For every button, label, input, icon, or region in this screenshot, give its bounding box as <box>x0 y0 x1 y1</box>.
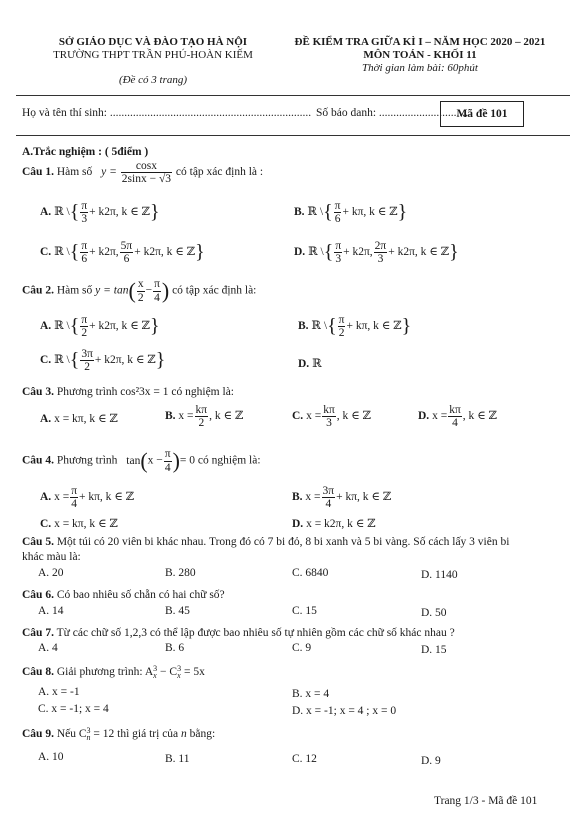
q6-text: Có bao nhiêu số chẵn có hai chữ số? <box>56 589 225 601</box>
candidate-id-field: Số báo danh: ............................... <box>316 107 469 119</box>
q1-text-a: Hàm số <box>56 166 93 179</box>
q9-text-b: thì giá trị của <box>117 727 179 740</box>
q3-d-letter: D. <box>418 410 430 423</box>
q1-c-den2: 6 <box>123 253 130 266</box>
subject: MÔN TOÁN - KHỐI 11 <box>363 49 477 61</box>
q5-option-a: A. 20 <box>38 567 64 579</box>
q1-a-letter: A. <box>40 206 52 219</box>
q8-a-sup: 3 <box>153 664 158 673</box>
q6-option-b: B. 45 <box>165 605 190 617</box>
q1-d-rest: + k2π, k ∈ ℤ <box>388 246 450 259</box>
q9-label: Câu 9. <box>22 727 54 740</box>
q1-c-letter: C. <box>40 246 52 259</box>
q9-var: n <box>181 727 187 740</box>
q4-den: 4 <box>164 461 171 474</box>
q2-d-set: ℝ <box>312 358 322 370</box>
q1-fraction <box>121 160 172 185</box>
q4-d-value: x = k2π, k ∈ ℤ <box>306 518 376 530</box>
q3-d-pre: x = <box>432 410 448 423</box>
q4-a-letter: A. <box>40 491 52 504</box>
q9-option-a: A. 10 <box>38 751 64 763</box>
q8-option-c: C. x = -1; x = 4 <box>38 703 109 715</box>
q1-num: cosx <box>121 160 172 173</box>
q1-option-c: C. ℝ \{ $\frac{\pi}{6}$ + k2π, $\frac{5\pi}{6}$ + k2π, k ∈ ℤ} <box>40 240 205 266</box>
q3-d-rest: , k ∈ ℤ <box>462 410 497 423</box>
q1-c-den1: 6 <box>81 253 88 266</box>
q3-c-den: 3 <box>326 417 332 430</box>
q1-a-den: 3 <box>81 213 88 226</box>
q8-text: Giải phương trình: <box>56 665 143 678</box>
q7-option-a: A. 4 <box>38 642 58 654</box>
q5-option-c: C. 6840 <box>292 567 329 579</box>
q2-text-a: Hàm số <box>56 284 93 297</box>
q1-b-rest: + kπ, k ∈ ℤ <box>342 206 398 219</box>
q1-c-num1: π <box>81 240 88 252</box>
q4-func: tan <box>126 454 141 467</box>
q3-d-num: kπ <box>449 404 461 416</box>
q1-a-rest: + k2π, k ∈ ℤ <box>89 206 150 219</box>
q1-option-d: D. ℝ \{ $\frac{\pi}{3}$ + k2π, $\frac{2\pi}{3}$ + k2π, k ∈ ℤ} <box>294 240 459 266</box>
q9-c-sup: 3 <box>86 726 91 735</box>
q1-b-letter: B. <box>294 206 305 219</box>
q8-c-symbol: C <box>169 665 178 678</box>
q4-option-c <box>40 516 118 530</box>
q3-option-b <box>165 404 243 429</box>
q3-b-rest: , k ∈ ℤ <box>209 410 244 423</box>
q9-c-symbol: C <box>78 727 87 740</box>
question-3 <box>22 386 234 398</box>
q1-d-num2: 2π <box>374 240 387 252</box>
question-9 <box>22 727 215 741</box>
q6-option-d: D. 50 <box>421 607 447 619</box>
top-divider <box>16 95 570 96</box>
q1-d-letter: D. <box>294 246 306 259</box>
q1-option-a: A. ℝ \{ $\frac{\pi}{3}$ + k2π, k ∈ ℤ} <box>40 200 160 226</box>
q2-c-den: 2 <box>84 361 90 374</box>
q3-c-pre: x = <box>306 410 322 423</box>
q8-option-a: A. x = -1 <box>38 686 80 698</box>
q1-b-set: ℝ \ <box>307 206 324 219</box>
q4-text-a: Phương trình <box>56 454 118 467</box>
department-name: SỞ GIÁO DỤC VÀ ĐÀO TẠO HÀ NỘI <box>58 36 248 48</box>
q2-num1: x <box>137 278 144 291</box>
q3-text-a: Phương trình <box>56 386 118 398</box>
q4-a-num: π <box>71 485 77 497</box>
q1-b-den: 6 <box>334 213 341 226</box>
q2-a-den: 2 <box>81 327 88 340</box>
q4-b-num: 3π <box>322 485 335 497</box>
q6-option-c: C. 15 <box>292 605 317 617</box>
q7-option-b: B. 6 <box>165 642 185 654</box>
q2-a-num: π <box>81 314 88 326</box>
q9-option-c: C. 12 <box>292 753 317 765</box>
q2-den2: 4 <box>154 291 160 304</box>
q5-option-b: B. 280 <box>165 567 196 579</box>
q3-b-pre: x = <box>178 410 194 423</box>
q8-a-sub: x <box>153 671 157 681</box>
q1-a-num: π <box>81 200 88 212</box>
q8-c-sup: 3 <box>177 664 182 673</box>
q1-den: 2sinx − √3 <box>121 173 172 186</box>
q2-b-set: ℝ \ <box>311 320 328 333</box>
q2-a-rest: + k2π, k ∈ ℤ <box>89 320 150 333</box>
q4-d-letter: D. <box>292 518 304 530</box>
q2-num2: π <box>154 278 160 291</box>
q3-option-a <box>40 411 118 425</box>
q4-a-den: 4 <box>71 498 77 511</box>
q1-option-b: B. ℝ \{ $\frac{\pi}{6}$ + kπ, k ∈ ℤ} <box>294 200 408 226</box>
q8-option-b: B. x = 4 <box>292 688 330 700</box>
question-2: Câu 2. Hàm số y = tan( $\frac{x}{2}$ − $\frac{\pi}{4}$ ) có tập xác định là: <box>22 278 257 304</box>
q5-label: Câu 5. <box>22 536 54 548</box>
q4-label: Câu 4. <box>22 454 54 467</box>
q4-b-letter: B. <box>292 491 303 504</box>
q1-d-num1: π <box>335 240 342 252</box>
q8-c-sub: x <box>177 671 181 681</box>
q1-d-mid: + k2π, <box>343 246 373 259</box>
q2-func: y = tan <box>95 284 129 297</box>
q7-text: Từ các chữ số 1,2,3 có thể lập được bao nhiêu số tự nhiên gồm các chữ số khác nhau ? <box>56 627 455 639</box>
q4-num: π <box>164 448 171 461</box>
q1-label: Câu 1. <box>22 166 54 179</box>
q2-c-set: ℝ \ <box>54 354 70 367</box>
q8-rhs: = 5x <box>183 665 205 678</box>
q3-option-d <box>418 404 497 429</box>
q2-b-letter: B. <box>298 320 309 333</box>
q2-c-num: 3π <box>81 348 93 360</box>
q7-label: Câu 7. <box>22 627 54 639</box>
q2-b-den: 2 <box>338 327 345 340</box>
school-name: TRƯỜNG THPT TRẦN PHÚ-HOÀN KIẾM <box>53 49 253 61</box>
q3-c-letter: C. <box>292 410 304 423</box>
q3-c-num: kπ <box>323 404 335 416</box>
q8-option-d: D. x = -1; x = 4 ; x = 0 <box>292 705 397 717</box>
q1-c-num2: 5π <box>120 240 133 252</box>
q4-c-value: x = kπ, k ∈ ℤ <box>54 518 118 530</box>
q7-option-d: D. 15 <box>421 644 447 656</box>
q3-b-num: kπ <box>195 404 208 416</box>
q2-option-d <box>298 356 322 370</box>
q4-b-rest: + kπ, k ∈ ℤ <box>336 491 392 504</box>
bottom-divider <box>16 135 570 136</box>
page-footer: Trang 1/3 - Mã đề 101 <box>434 795 538 807</box>
question-7 <box>22 627 455 639</box>
q1-d-set: ℝ \ <box>308 246 324 259</box>
q8-minus: − <box>160 665 167 678</box>
exam-code-box: Mã đề 101 <box>440 101 524 127</box>
q8-a-symbol: A <box>144 665 154 678</box>
q4-option-d <box>292 516 376 530</box>
q4-a-pre: x = <box>54 491 70 504</box>
question-4: Câu 4. Phương trình tan(x − $\frac{\pi}{4}$ )= 0 có nghiệm là: <box>22 448 261 474</box>
q2-option-b: B. ℝ \{ $\frac{\pi}{2}$ + kπ, k ∈ ℤ} <box>298 314 412 340</box>
q3-label: Câu 3. <box>22 386 54 398</box>
q2-label: Câu 2. <box>22 284 54 297</box>
q2-a-set: ℝ \ <box>54 320 70 333</box>
question-5 <box>22 536 509 548</box>
section-title: A.Trắc nghiệm : ( 5điểm ) <box>22 146 149 158</box>
q4-c-letter: C. <box>40 518 52 530</box>
q2-b-rest: + kπ, k ∈ ℤ <box>346 320 402 333</box>
q3-d-den: 4 <box>452 417 458 430</box>
q1-a-set: ℝ \ <box>54 206 70 219</box>
q6-option-a: A. 14 <box>38 605 64 617</box>
q4-b-pre: x = <box>305 491 321 504</box>
q7-option-c: C. 9 <box>292 642 312 654</box>
q5-line1: Một túi có 20 viên bi khác nhau. Trong đó có 7 bi đỏ, 8 bi xanh và 5 bi vàng. Số cách lấy 3 viên bi <box>56 536 510 548</box>
question-6 <box>22 589 225 601</box>
q2-den1: 2 <box>137 291 144 304</box>
pages-note: (Đề có 3 trang) <box>118 74 188 86</box>
q1-d-den2: 3 <box>377 253 384 266</box>
q4-inner: x − <box>147 454 163 467</box>
q4-text-b: có nghiệm là: <box>197 454 261 467</box>
q3-a-letter: A. <box>40 413 52 425</box>
q2-minus: − <box>145 284 153 297</box>
q3-c-rest: , k ∈ ℤ <box>336 410 371 423</box>
q1-c-mid: + k2π, <box>89 246 119 259</box>
question-8 <box>22 665 205 679</box>
q2-option-a: A. ℝ \{ $\frac{\pi}{2}$ + k2π, k ∈ ℤ} <box>40 314 160 340</box>
q3-text-b: có nghiệm là: <box>171 386 234 398</box>
q3-b-letter: B. <box>165 410 176 423</box>
q3-b-den: 2 <box>198 417 205 430</box>
q9-eq: = 12 <box>93 727 115 740</box>
q2-text-b: có tập xác định là: <box>172 284 257 297</box>
duration: Thời gian làm bài: 60phút <box>362 62 478 74</box>
q4-b-den: 4 <box>325 498 332 511</box>
q4-a-rest: + kπ, k ∈ ℤ <box>79 491 135 504</box>
q1-c-set: ℝ \ <box>54 246 70 259</box>
q2-d-letter: D. <box>298 358 310 370</box>
q8-label: Câu 8. <box>22 665 54 678</box>
q6-label: Câu 6. <box>22 589 54 601</box>
q5-option-d: D. 1140 <box>421 569 458 581</box>
q2-a-letter: A. <box>40 320 52 333</box>
q3-equation: cos²3x = 1 <box>120 386 169 398</box>
q9-option-b: B. 11 <box>165 753 190 765</box>
q2-c-rest: + k2π, k ∈ ℤ <box>94 354 156 367</box>
q1-b-num: π <box>334 200 341 212</box>
q2-option-c: C. ℝ \{ $\frac{3\pi}{2}$ + k2π, k ∈ ℤ} <box>40 348 166 374</box>
q9-option-d: D. 9 <box>421 755 441 767</box>
q4-eq: = 0 <box>179 454 196 467</box>
exam-title: ĐỀ KIỂM TRA GIỮA KÌ I – NĂM HỌC 2020 – 2021 <box>294 36 546 48</box>
q1-text-b: có tập xác định là : <box>175 166 264 179</box>
question-1 <box>22 160 263 185</box>
q1-c-rest: + k2π, k ∈ ℤ <box>134 246 196 259</box>
q5-line2: khác màu là: <box>22 551 81 563</box>
candidate-name-field: Họ và tên thí sinh: ...................................................................... <box>22 107 312 119</box>
q2-c-letter: C. <box>40 354 52 367</box>
q3-a-value: x = kπ, k ∈ ℤ <box>54 413 118 425</box>
q1-d-den1: 3 <box>335 253 342 266</box>
q9-c-sub: n <box>86 733 91 743</box>
q1-func: y = <box>101 166 117 179</box>
q2-b-num: π <box>338 314 345 326</box>
q4-option-b <box>292 485 391 510</box>
q3-option-c <box>292 404 371 429</box>
q4-option-a <box>40 485 134 510</box>
q9-text-a: Nếu <box>56 727 76 740</box>
q9-text-c: bằng: <box>189 727 216 740</box>
